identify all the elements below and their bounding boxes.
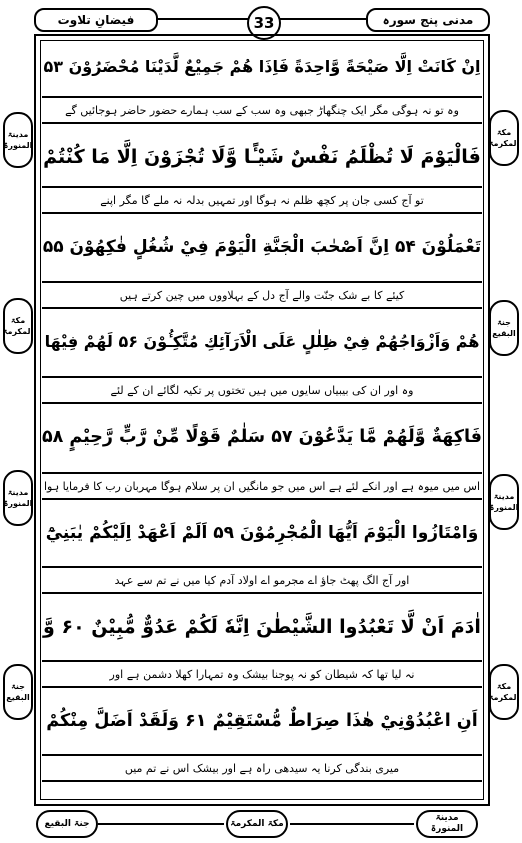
page-number: 33 xyxy=(247,6,281,40)
section-title: فیضانِ تلاوت xyxy=(34,8,158,32)
page-footer xyxy=(34,810,490,840)
footer-label-madinah: مدینۃ المنورۃ xyxy=(416,810,478,838)
translation-line-2: تو آج کسی جان پر کچھ ظلم نہ ہوگا اور تمہیں بدلہ نہ ملے گا مگر اپنے xyxy=(42,186,482,214)
translation-line-6: اور آج الگ پھٹ جاؤ اے مجرمو اے اولاد آدم کیا میں نے تم سے عہد xyxy=(42,566,482,594)
arabic-line-1: اِنْ كَانَتْ اِلَّا صَيْحَةً وَّاحِدَةً فَاِذَا هُمْ جَمِيْعٌ لَّدَيْنَا مُحْضَرُوْنَ ۵۳ xyxy=(43,57,481,76)
side-label-makkah: مکۃ المکرمۃ xyxy=(3,298,33,354)
arabic-line-7: اٰدَمَ اَنْ لَّا تَعْبُدُوا الشَّيْطٰنَ اِنَّهٗ لَكُمْ عَدُوٌّ مُّبِيْنٌ ۶۰ وَّ xyxy=(43,616,481,638)
translation-line-5: اس میں میوہ ہے اور انکے لئے ہے اس میں جو مانگیں ان پر سلام ہوگا مہربان رب کا فرمایا ہوا xyxy=(42,472,482,500)
arabic-line-2: فَالْيَوْمَ لَا تُظْلَمُ نَفْسٌ شَيْـًٔا وَّلَا تُجْزَوْنَ اِلَّا مَا كُنْتُمْ xyxy=(43,146,481,168)
translation-line-4: وہ اور ان کی بیبیاں سایوں میں ہیں تختوں پر تکیہ لگائے ان کے لئے xyxy=(42,376,482,404)
footer-label-makkah: مکۃ المکرمۃ xyxy=(226,810,288,838)
header-divider-left xyxy=(156,18,248,20)
arabic-line-5: فَاكِهَةٌ وَّلَهُمْ مَّا يَدَّعُوْنَ ۵۷ سَلٰمٌ قَوْلًا مِّنْ رَّبٍّ رَّحِيْمٍ ۵۸ xyxy=(42,427,482,447)
header-divider-right xyxy=(280,18,370,20)
side-label-madinah: مدینۃ المنورۃ xyxy=(3,112,33,168)
translation-line-1: وہ تو نہ ہوگی مگر ایک چنگھاڑ جبھی وہ سب کے سب ہمارے حضور حاضر ہوجائیں گے xyxy=(42,96,482,124)
side-label-madinah-right: مدینۃ المنورۃ xyxy=(489,474,519,530)
side-label-makkah-right: مکۃ المکرمۃ xyxy=(489,110,519,166)
book-title: مدنی پنج سورہ xyxy=(366,8,490,32)
side-label-baqi-right: جنۃ البقیع xyxy=(489,300,519,356)
footer-label-baqi: جنۃ البقیع xyxy=(36,810,98,838)
translation-line-3: کیئے کا بے شک جنّت والے آج دل کے بہلاووں میں چین کرتے ہیں xyxy=(42,281,482,309)
arabic-line-8: اَنِ اعْبُدُوْنِيْ هٰذَا صِرَاطٌ مُّسْتَقِيْمٌ ۶۱ وَلَقَدْ اَضَلَّ مِنْكُمْ xyxy=(46,711,478,731)
arabic-line-6: وَامْتَازُوا الْيَوْمَ اَيُّهَا الْمُجْرِمُوْنَ ۵۹ اَلَمْ اَعْهَدْ اِلَيْكُمْ يٰبَنِيْٓ xyxy=(45,523,479,543)
side-label-madinah-2: مدینۃ المنورۃ xyxy=(3,470,33,526)
translation-line-8: میری بندگی کرنا یہ سیدھی راہ ہے اور بیشک اس نے تم میں xyxy=(42,754,482,782)
side-label-baqi: جنۃ البقیع xyxy=(3,664,33,720)
footer-divider-right xyxy=(290,823,414,825)
footer-divider-left xyxy=(98,823,224,825)
page-header xyxy=(34,6,490,32)
side-label-makkah-right-2: مکۃ المکرمۃ xyxy=(489,664,519,720)
arabic-line-4: هُمْ وَاَزْوَاجُهُمْ فِيْ ظِلٰلٍ عَلَى الْاَرَآئِكِ مُتَّكِـُٔوْنَ ۵۶ لَهُمْ فِيْهَا xyxy=(44,332,480,351)
arabic-line-3: تَعْمَلُوْنَ ۵۴ اِنَّ اَصْحٰبَ الْجَنَّةِ الْيَوْمَ فِيْ شُغُلٍ فٰكِهُوْنَ ۵۵ xyxy=(42,237,482,257)
text-frame xyxy=(34,34,490,806)
translation-line-7: نہ لیا تھا کہ شیطان کو نہ پوجنا بیشک وہ تمہارا کھلا دشمن ہے اور xyxy=(42,660,482,688)
